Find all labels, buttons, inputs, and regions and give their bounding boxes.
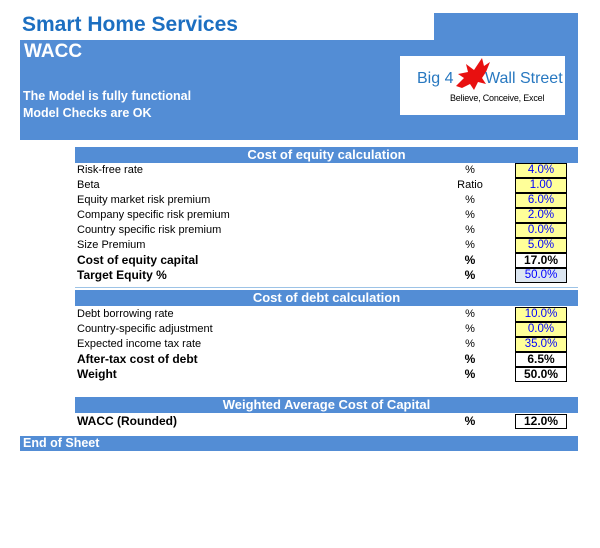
status-model-checks: Model Checks are OK <box>23 106 152 120</box>
company-risk-premium-input[interactable]: 2.0% <box>515 208 567 223</box>
row-unit: % <box>465 308 475 320</box>
equity-market-risk-premium-input[interactable]: 6.0% <box>515 193 567 208</box>
table-row <box>75 414 578 429</box>
row-label: Cost of equity capital <box>77 253 199 267</box>
row-label: Expected income tax rate <box>77 338 202 350</box>
after-tax-cost-of-debt-value[interactable]: 6.5% <box>515 352 567 367</box>
logo-tagline: Believe, Conceive, Excel <box>450 93 545 103</box>
cost-of-debt-heading: Cost of debt calculation <box>75 290 578 306</box>
cost-of-equity-heading: Cost of equity calculation <box>75 147 578 163</box>
target-equity-value[interactable]: 50.0% <box>515 268 567 283</box>
row-label: Debt borrowing rate <box>77 308 174 320</box>
wacc-heading: Weighted Average Cost of Capital <box>75 397 578 413</box>
table-row <box>75 193 578 208</box>
row-unit: % <box>464 414 476 428</box>
section-divider <box>75 287 578 288</box>
row-label: Weight <box>77 367 117 381</box>
row-unit: % <box>464 268 476 282</box>
company-title: Smart Home Services <box>22 13 238 36</box>
table-row <box>75 322 578 337</box>
table-row <box>75 178 578 193</box>
row-unit: % <box>464 352 476 366</box>
row-label: Company specific risk premium <box>77 209 230 221</box>
row-unit: % <box>465 338 475 350</box>
row-label: WACC (Rounded) <box>77 414 177 428</box>
row-label: After-tax cost of debt <box>77 352 198 366</box>
row-label: Target Equity % <box>77 268 167 282</box>
wacc-value[interactable]: 12.0% <box>515 414 567 429</box>
table-row <box>75 367 578 382</box>
row-unit: % <box>465 209 475 221</box>
row-label: Beta <box>77 179 100 191</box>
table-row <box>75 208 578 223</box>
table-row <box>75 352 578 367</box>
end-of-sheet-label: End of Sheet <box>23 436 100 450</box>
end-of-sheet-bar <box>20 436 578 451</box>
country-risk-premium-input[interactable]: 0.0% <box>515 223 567 238</box>
header-band-top <box>434 13 578 41</box>
row-unit: % <box>465 323 475 335</box>
row-unit: % <box>465 224 475 236</box>
row-label: Size Premium <box>77 239 146 251</box>
income-tax-rate-input[interactable]: 35.0% <box>515 337 567 352</box>
debt-borrowing-rate-input[interactable]: 10.0% <box>515 307 567 322</box>
table-row <box>75 307 578 322</box>
row-unit: % <box>465 194 475 206</box>
debt-weight-value[interactable]: 50.0% <box>515 367 567 382</box>
row-unit: Ratio <box>457 179 483 191</box>
table-row <box>75 253 578 268</box>
row-label: Risk-free rate <box>77 164 144 176</box>
table-row <box>75 268 578 283</box>
row-unit: % <box>464 253 476 267</box>
table-row <box>75 337 578 352</box>
row-unit: % <box>465 239 475 251</box>
logo <box>400 56 565 115</box>
row-label: Equity market risk premium <box>77 194 211 206</box>
country-adjustment-input[interactable]: 0.0% <box>515 322 567 337</box>
table-row <box>75 223 578 238</box>
risk-free-rate-input[interactable]: 4.0% <box>515 163 567 178</box>
row-label: Country specific risk premium <box>77 224 222 236</box>
status-model-functional: The Model is fully functional <box>23 89 192 103</box>
table-row <box>75 238 578 253</box>
logo-left-text: Big 4 <box>417 70 454 87</box>
row-unit: % <box>464 367 476 381</box>
logo-right-text: Wall Street <box>485 70 563 87</box>
row-label: Country-specific adjustment <box>77 323 213 335</box>
sheet-title: WACC <box>24 41 83 62</box>
cost-of-equity-value[interactable]: 17.0% <box>515 253 567 268</box>
beta-input[interactable]: 1.00 <box>515 178 567 193</box>
table-row <box>75 163 578 178</box>
row-unit: % <box>465 164 475 176</box>
size-premium-input[interactable]: 5.0% <box>515 238 567 253</box>
